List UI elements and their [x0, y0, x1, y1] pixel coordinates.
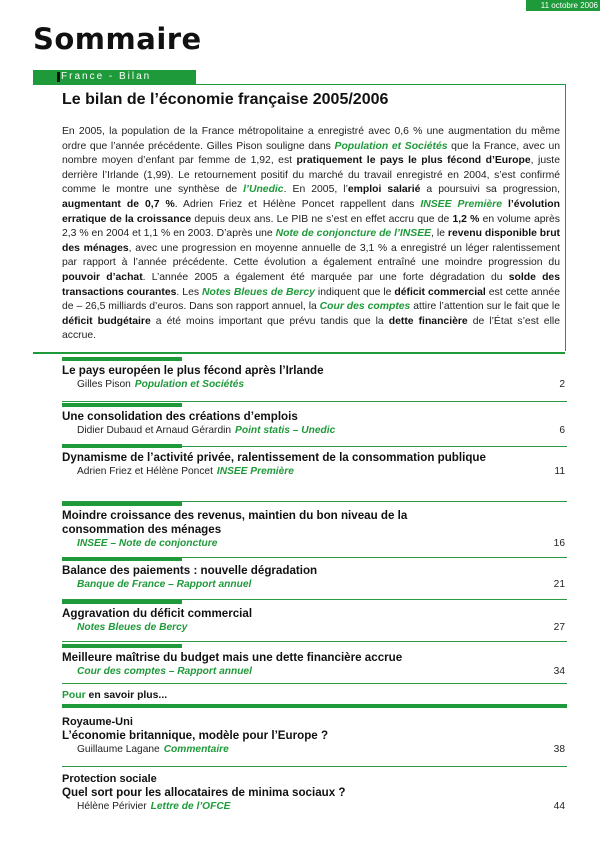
- section-initial: F: [61, 71, 70, 82]
- entry-title: L’économie britannique, modèle pour l’Europe ?: [62, 729, 329, 742]
- entry-bar: [62, 444, 182, 448]
- intro-text: depuis deux ans. Le PIB ne s’est en effet accru que de: [191, 213, 453, 225]
- entry-title: Meilleure maîtrise du budget mais une dette financière accrue: [62, 651, 403, 664]
- entry-meta: [62, 537, 567, 551]
- intro-source: Cour des comptes: [319, 301, 411, 313]
- intro-text: . Adrien Friez et Hélène Poncet rappellent dans: [174, 198, 421, 210]
- intro-highlight: déficit commercial: [394, 286, 486, 298]
- entry-title: Quel sort pour les allocataires de minima sociaux ?: [62, 786, 346, 799]
- intro-highlight: déficit budgétaire: [62, 315, 151, 327]
- entry-source: Commentaire: [163, 744, 229, 755]
- entry-authors: Didier Dubaud et Arnaud Gérardin: [77, 425, 232, 436]
- entry-source: INSEE – Note de conjoncture: [77, 538, 218, 549]
- intro-highlight: augmentant de 0,7 %: [62, 198, 175, 210]
- entry-page: 16: [553, 538, 565, 549]
- intro-paragraph: [62, 125, 560, 344]
- entry-bar: [62, 600, 182, 604]
- entry-bar: [62, 403, 182, 407]
- divider: [62, 683, 567, 684]
- extra-entry[interactable]: [62, 716, 567, 757]
- intro-text: , le: [431, 228, 448, 240]
- intro-source: l’Unedic: [243, 184, 284, 196]
- entry-title: Le pays européen le plus fécond après l’Irlande: [62, 364, 324, 377]
- divider: [62, 766, 567, 767]
- entry-meta: [62, 743, 567, 757]
- entry-page: 44: [553, 801, 565, 812]
- intro-highlight: dette financière: [388, 315, 468, 327]
- entry-meta: [62, 665, 567, 679]
- divider: [62, 401, 567, 402]
- summary-frame-rule: [33, 352, 565, 354]
- entry-source: Point statis – Unedic: [235, 425, 336, 436]
- intro-text: que la France, avec un nombre moyen d’enfant par femme de 1,92, est: [62, 140, 560, 167]
- entry-meta: [62, 465, 567, 479]
- intro-highlight: pratiquement le pays le plus fécond d’Europe: [296, 155, 531, 167]
- toc-entry[interactable]: [62, 644, 567, 679]
- entry-source: Banque de France – Rapport annuel: [77, 579, 252, 590]
- intro-text: , avec une progression en moyenne annuelle de 3,1 % a enregistré un léger ralentissement par rapport à l’année précédente. Cette évolution a également entraîné une moindre progression du: [62, 242, 560, 269]
- main-heading: Le bilan de l’économie française 2005/2006: [62, 91, 389, 108]
- section-tab: [33, 70, 196, 84]
- entry-page: 2: [559, 379, 565, 390]
- entry-authors: Guillaume Lagane: [77, 744, 160, 755]
- toc-entry[interactable]: [62, 502, 567, 551]
- entry-authors: Gilles Pison: [77, 379, 131, 390]
- toc-entry[interactable]: [62, 403, 567, 438]
- entry-title: Moindre croissance des revenus, maintien du bon niveau de la consommation des ménages: [62, 509, 408, 536]
- intro-text: En 2005, la population de la France métropolitaine a enregistré avec 0,6 % une augmentation du même ordre que l’année précédente. Gilles Pison souligne dans: [62, 126, 560, 152]
- entry-title: Balance des paiements : nouvelle dégradation: [62, 564, 318, 577]
- page-title: Sommaire: [33, 22, 202, 56]
- entry-bar: [62, 557, 182, 561]
- entry-source: INSEE Première: [216, 466, 294, 477]
- entry-meta: [62, 424, 567, 438]
- entry-meta: [62, 800, 567, 814]
- intro-highlight: 1,2 %: [452, 213, 480, 225]
- entry-source: Lettre de l’OFCE: [150, 801, 231, 812]
- entry-bar: [62, 502, 182, 506]
- entry-source: Population et Sociétés: [134, 379, 245, 390]
- entry-meta: [62, 621, 567, 635]
- intro-highlight: solde des transactions courantes: [62, 271, 560, 298]
- intro-source: Population et Sociétés: [334, 140, 448, 152]
- entry-source: Notes Bleues de Bercy: [77, 622, 188, 633]
- intro-text: . Les: [176, 286, 203, 298]
- intro-text: . En 2005, l’: [283, 184, 348, 196]
- entry-topic: Protection sociale: [62, 773, 157, 785]
- intro-source: Notes Bleues de Bercy: [202, 286, 315, 298]
- intro-text: indiquent que le: [314, 286, 395, 298]
- entry-authors: Hélène Périvier: [77, 801, 147, 812]
- intro-text: a été moins important que prévu tandis que la: [150, 315, 389, 327]
- entry-authors: Adrien Friez et Hélène Poncet: [77, 466, 213, 477]
- entry-bar: [62, 644, 182, 648]
- intro-text: attire l’attention sur le fait que le: [410, 301, 560, 313]
- intro-highlight: revenu disponible brut des ménages: [62, 228, 561, 254]
- entry-meta: [62, 578, 567, 592]
- entry-title: Aggravation du déficit commercial: [62, 607, 253, 620]
- entry-bar: [62, 357, 182, 361]
- intro-text: est cette année de – 26,5 milliards d’euros. Dans son rapport annuel, la: [62, 286, 560, 313]
- intro-text: de l’État s’est elle accrue.: [62, 315, 560, 342]
- intro-source: Note de conjoncture de l’INSEE: [275, 228, 432, 240]
- entry-page: 6: [559, 425, 565, 436]
- entry-page: 34: [553, 666, 565, 677]
- date-banner: 11 octobre 2006: [526, 0, 600, 11]
- entry-title: Une consolidation des créations d’emplois: [62, 410, 298, 423]
- entry-meta: [62, 378, 567, 392]
- divider: [62, 641, 567, 642]
- entry-page: 38: [553, 744, 565, 755]
- more-bar: [62, 704, 567, 708]
- intro-text: , juste derrière l’Irlande (1,99). Le retournement positif du marché du travail enregistré en 2004, s’est confirmé comme le montre une synthèse de: [62, 155, 560, 196]
- entry-page: 21: [553, 579, 565, 590]
- intro-highlight: pouvoir d’achat: [62, 271, 143, 283]
- intro-source: INSEE Première: [420, 198, 502, 210]
- entry-page: 27: [553, 622, 565, 633]
- entry-source: Cour des comptes – Rapport annuel: [77, 666, 252, 677]
- intro-text: a poursuivi sa progression,: [420, 184, 560, 196]
- toc-entry[interactable]: [62, 357, 567, 392]
- intro-text: . L’année 2005 a également été marquée par une forte dégradation du: [142, 271, 509, 283]
- intro-highlight: l’évolution erratique de la croissance: [62, 198, 560, 225]
- extra-entry[interactable]: [62, 773, 567, 814]
- entry-page: 11: [554, 466, 565, 477]
- intro-highlight: emploi salarié: [347, 184, 421, 196]
- more-rest: en savoir plus...: [85, 690, 168, 701]
- entry-title: Dynamisme de l’activité privée, ralentissement de la consommation publique: [62, 451, 486, 464]
- toc-entry[interactable]: [62, 600, 567, 635]
- toc-entry[interactable]: [62, 557, 567, 592]
- intro-text: en volume après 2,3 % en 2004 et 1,1 % en 2003. D’après une: [62, 213, 560, 240]
- more-heading: [62, 690, 167, 701]
- entry-topic: Royaume-Uni: [62, 716, 133, 728]
- section-label: rance - Bilan: [69, 71, 152, 82]
- toc-entry[interactable]: [62, 444, 567, 479]
- more-pour: Pour: [62, 690, 86, 701]
